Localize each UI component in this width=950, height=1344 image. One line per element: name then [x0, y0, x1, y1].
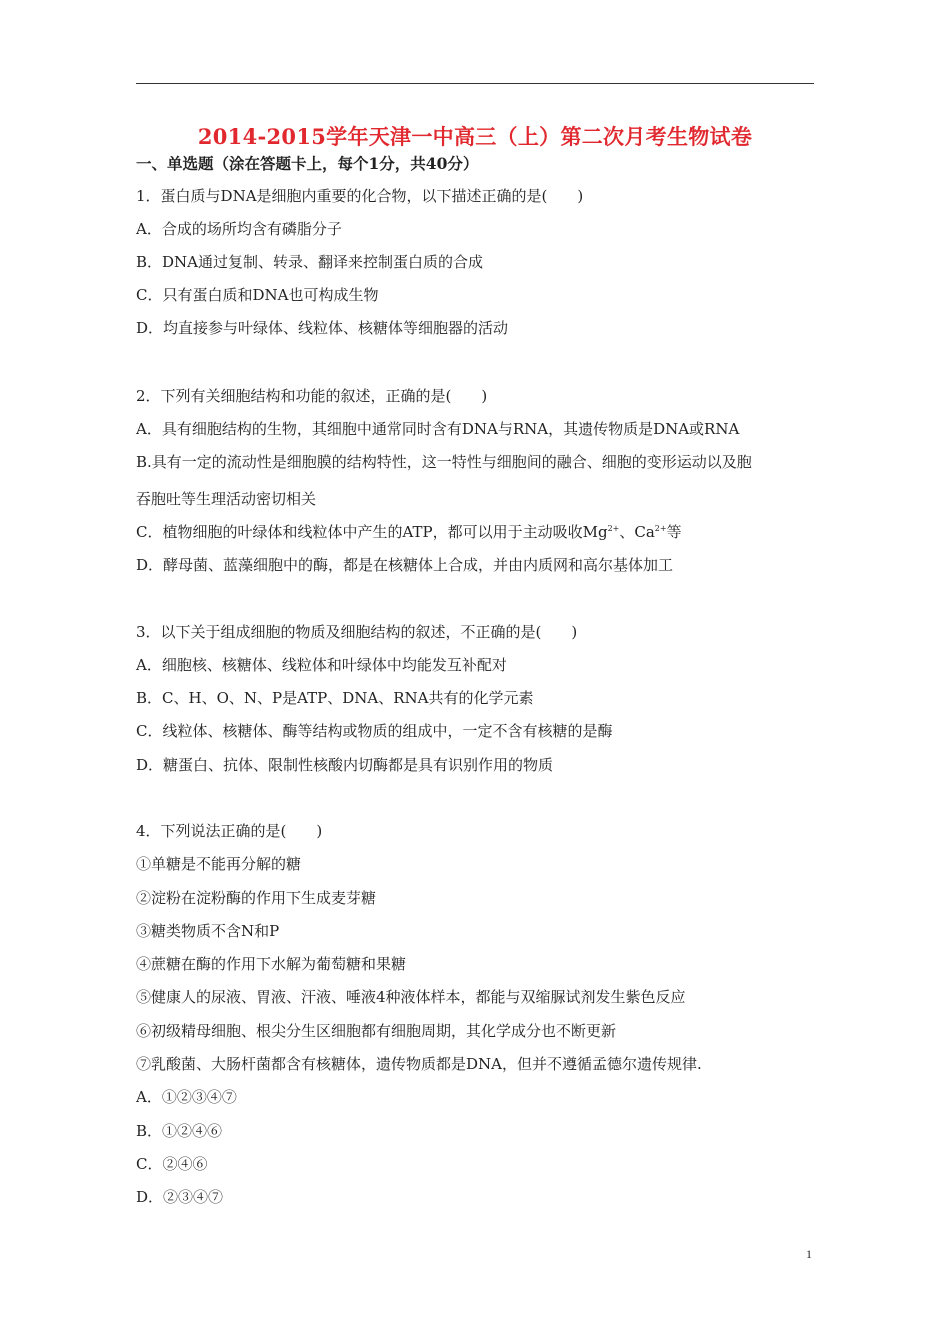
question-2-option-c-text: 等 — [666, 523, 682, 541]
page-number: 1 — [806, 1247, 812, 1261]
question-3-option-d: D．糖蛋白、抗体、限制性核酸内切酶都是具有识别作用的物质 — [136, 756, 554, 774]
question-4-stem: 4．下列说法正确的是( ) — [136, 822, 323, 840]
question-2-option-b-line1: B.具有一定的流动性是细胞膜的结构特性，这一特性与细胞间的融合、细胞的变形运动以及胞 — [136, 453, 752, 471]
question-4-option-b: B．①②④⑥ — [136, 1122, 223, 1140]
question-4-statement-4: ④蔗糖在酶的作用下水解为葡萄糖和果糖 — [136, 955, 407, 973]
charge-superscript: 2+ — [654, 524, 667, 533]
question-3-stem: 3．以下关于组成细胞的物质及细胞结构的叙述，不正确的是( ) — [136, 623, 578, 641]
question-3-option-b: B．C、H、O、N、P是ATP、DNA、RNA共有的化学元素 — [136, 689, 534, 707]
question-2-option-b-line2: 吞胞吐等生理活动密切相关 — [136, 490, 317, 508]
question-3-option-a: A．细胞核、核糖体、线粒体和叶绿体中均能发互补配对 — [136, 656, 507, 674]
header-rule — [136, 83, 814, 84]
question-2-option-d: D．酵母菌、蓝藻细胞中的酶，都是在核糖体上合成，并由内质网和高尔基体加工 — [136, 556, 674, 574]
question-4-option-a: A．①②③④⑦ — [136, 1088, 237, 1106]
question-4-statement-3: ③糖类物质不含N和P — [136, 922, 280, 940]
question-4-statement-1: ①单糖是不能再分解的糖 — [136, 855, 302, 873]
question-2-option-c — [136, 522, 826, 542]
question-2-stem: 2．下列有关细胞结构和功能的叙述，正确的是( ) — [136, 387, 488, 405]
question-1-option-a: A．合成的场所均含有磷脂分子 — [136, 220, 342, 238]
question-2-option-a: A．具有细胞结构的生物，其细胞中通常同时含有DNA与RNA，其遗传物质是DNA或RNA — [136, 420, 740, 438]
question-4-statement-6: ⑥初级精母细胞、根尖分生区细胞都有细胞周期，其化学成分也不断更新 — [136, 1022, 617, 1040]
question-1-option-c: C．只有蛋白质和DNA也可构成生物 — [136, 286, 379, 304]
question-4-statement-2: ②淀粉在淀粉酶的作用下生成麦芽糖 — [136, 889, 377, 907]
document-title: 2014-2015学年天津一中高三（上）第二次月考生物试卷 — [197, 124, 753, 149]
question-4-option-c: C．②④⑥ — [136, 1155, 208, 1173]
charge-superscript: 2+ — [607, 524, 620, 533]
question-4-statement-7: ⑦乳酸菌、大肠杆菌都含有核糖体，遗传物质都是DNA，但并不遵循孟德尔遗传规律. — [136, 1055, 702, 1073]
question-3-option-c: C．线粒体、核糖体、酶等结构或物质的组成中，一定不含有核糖的是酶 — [136, 722, 613, 740]
question-2-option-c-text: 、Ca — [619, 523, 655, 541]
question-1-option-d: D．均直接参与叶绿体、线粒体、核糖体等细胞器的活动 — [136, 319, 509, 337]
question-4-option-d: D．②③④⑦ — [136, 1188, 224, 1206]
question-2-option-c-text: C．植物细胞的叶绿体和线粒体中产生的ATP，都可以用于主动吸收Mg — [136, 523, 608, 541]
question-1-option-b: B．DNA通过复制、转录、翻译来控制蛋白质的合成 — [136, 253, 484, 271]
section-heading: 一、单选题（涂在答题卡上，每个1分，共40分） — [136, 154, 479, 173]
question-4-statement-5: ⑤健康人的尿液、胃液、汗液、唾液4种液体样本，都能与双缩脲试剂发生紫色反应 — [136, 988, 686, 1006]
question-1-stem: 1．蛋白质与DNA是细胞内重要的化合物，以下描述正确的是( ) — [136, 187, 584, 205]
